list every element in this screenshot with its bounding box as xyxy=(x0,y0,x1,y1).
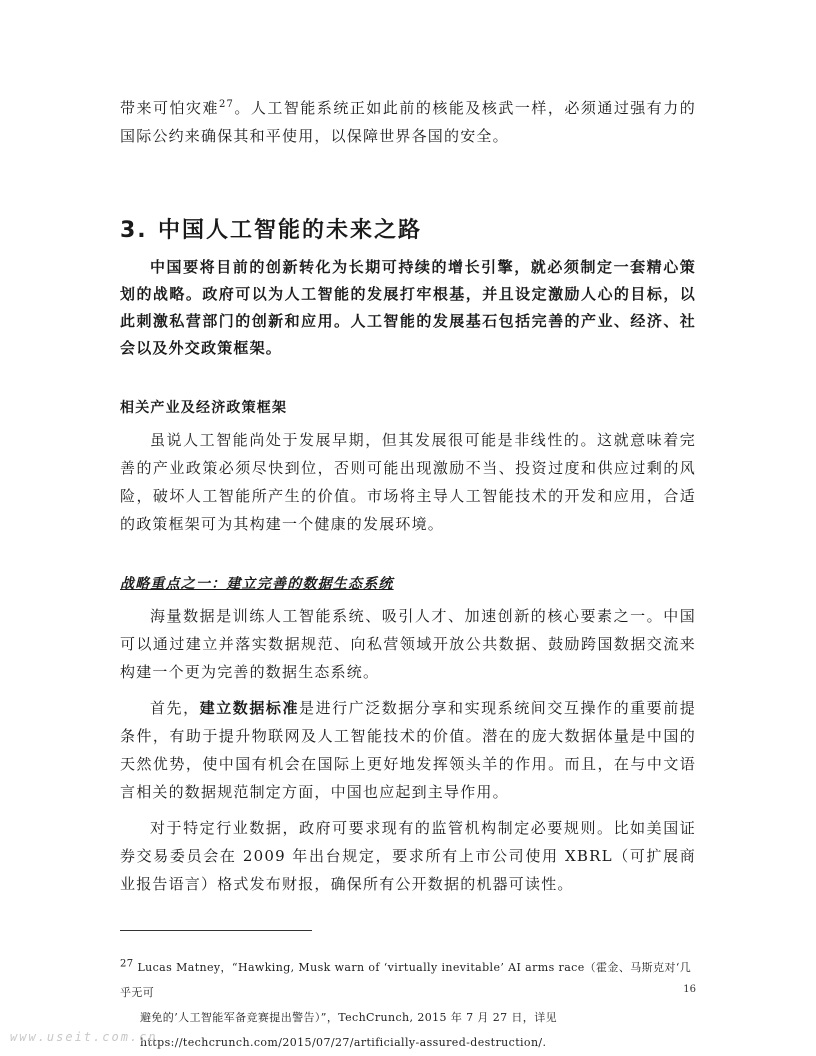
footnote-line-2: 避免的’人工智能军备竞赛提出警告）”，TechCrunch, 2015 年 7 月 27 日，详见 xyxy=(140,1011,558,1024)
footnote-mark: 27 xyxy=(120,958,134,970)
subsection-heading: 相关产业及经济政策框架 xyxy=(120,400,288,416)
watermark: www.useit.com.cn xyxy=(10,1030,158,1044)
strategy-paragraph-1: 海量数据是训练人工智能系统、吸引人才、加速创新的核心要素之一。中国可以通过建立并落实数据规范、向私营领域开放公共数据、鼓励跨国数据交流来构建一个更为完善的数据生态系统。 xyxy=(120,607,696,681)
intro-paragraph xyxy=(120,94,696,150)
footnote xyxy=(120,955,696,1055)
intro-text-after-ref: 。人工智能系统正如此前的核能及核武一样，必须通过强有力的国际公约来确保其和平使用，以保障世界各国的安全。 xyxy=(120,99,696,145)
page-content xyxy=(120,90,696,1055)
section-heading xyxy=(120,216,696,246)
subsection-paragraph: 虽说人工智能尚处于发展早期，但其发展很可能是非线性的。这就意味着完善的产业政策必须尽快到位，否则可能出现激励不当、投资过度和供应过剩的风险，破坏人工智能所产生的价值。市场将主导人工智能技术的开发和应用，合适的政策框架可为其构建一个健康的发展环境。 xyxy=(120,431,696,533)
strategy-p2-rest: 是进行广泛数据分享和实现系统间交互操作的重要前提条件，有助于提升物联网及人工智能技术的价值。潜在的庞大数据体量是中国的天然优势，使中国有机会在国际上更好地发挥领头羊的作用。而且，在与中文语言相关的数据规范制定方面，中国也应起到主导作用。 xyxy=(120,699,696,801)
intro-text-before-ref: 带来可怕灾难 xyxy=(120,99,219,117)
strategy-heading: 战略重点之一：建立完善的数据生态系统 xyxy=(120,576,394,592)
footnote-url[interactable]: https://techcrunch.com/2015/07/27/artificially-assured-destruction/. xyxy=(140,1036,547,1049)
strategy-paragraph-3: 对于特定行业数据，政府可要求现有的监管机构制定必要规则。比如美国证券交易委员会在 2009 年出台规定，要求所有上市公司使用 XBRL（可扩展商业报告语言）格式发布财报，确保所有公开数据的机器可读性。 xyxy=(120,819,696,893)
strategy-p2-lead: 首先， xyxy=(150,699,200,717)
section-lead-paragraph: 中国要将目前的创新转化为长期可持续的增长引擎，就必须制定一套精心策划的战略。政府可以为人工智能的发展打牢根基，并且设定激励人心的目标，以此刺激私营部门的创新和应用。人工智能的发展基石包括完善的产业、经济、社会以及外交政策框架。 xyxy=(120,258,696,357)
section-title: 中国人工智能的未来之路 xyxy=(158,218,423,243)
footnote-divider xyxy=(120,930,312,931)
strategy-paragraph-2 xyxy=(120,694,696,806)
footnote-line-1: Lucas Matney，“Hawking, Musk warn of ‘virtually inevitable’ AI arms race（霍金、马斯克对‘几乎无可 xyxy=(120,961,692,999)
section-number: 3. xyxy=(120,218,148,243)
page-number: 16 xyxy=(683,984,696,995)
footnote-reference[interactable]: 27 xyxy=(218,99,235,110)
strategy-p2-emphasis: 建立数据标准 xyxy=(199,699,300,717)
